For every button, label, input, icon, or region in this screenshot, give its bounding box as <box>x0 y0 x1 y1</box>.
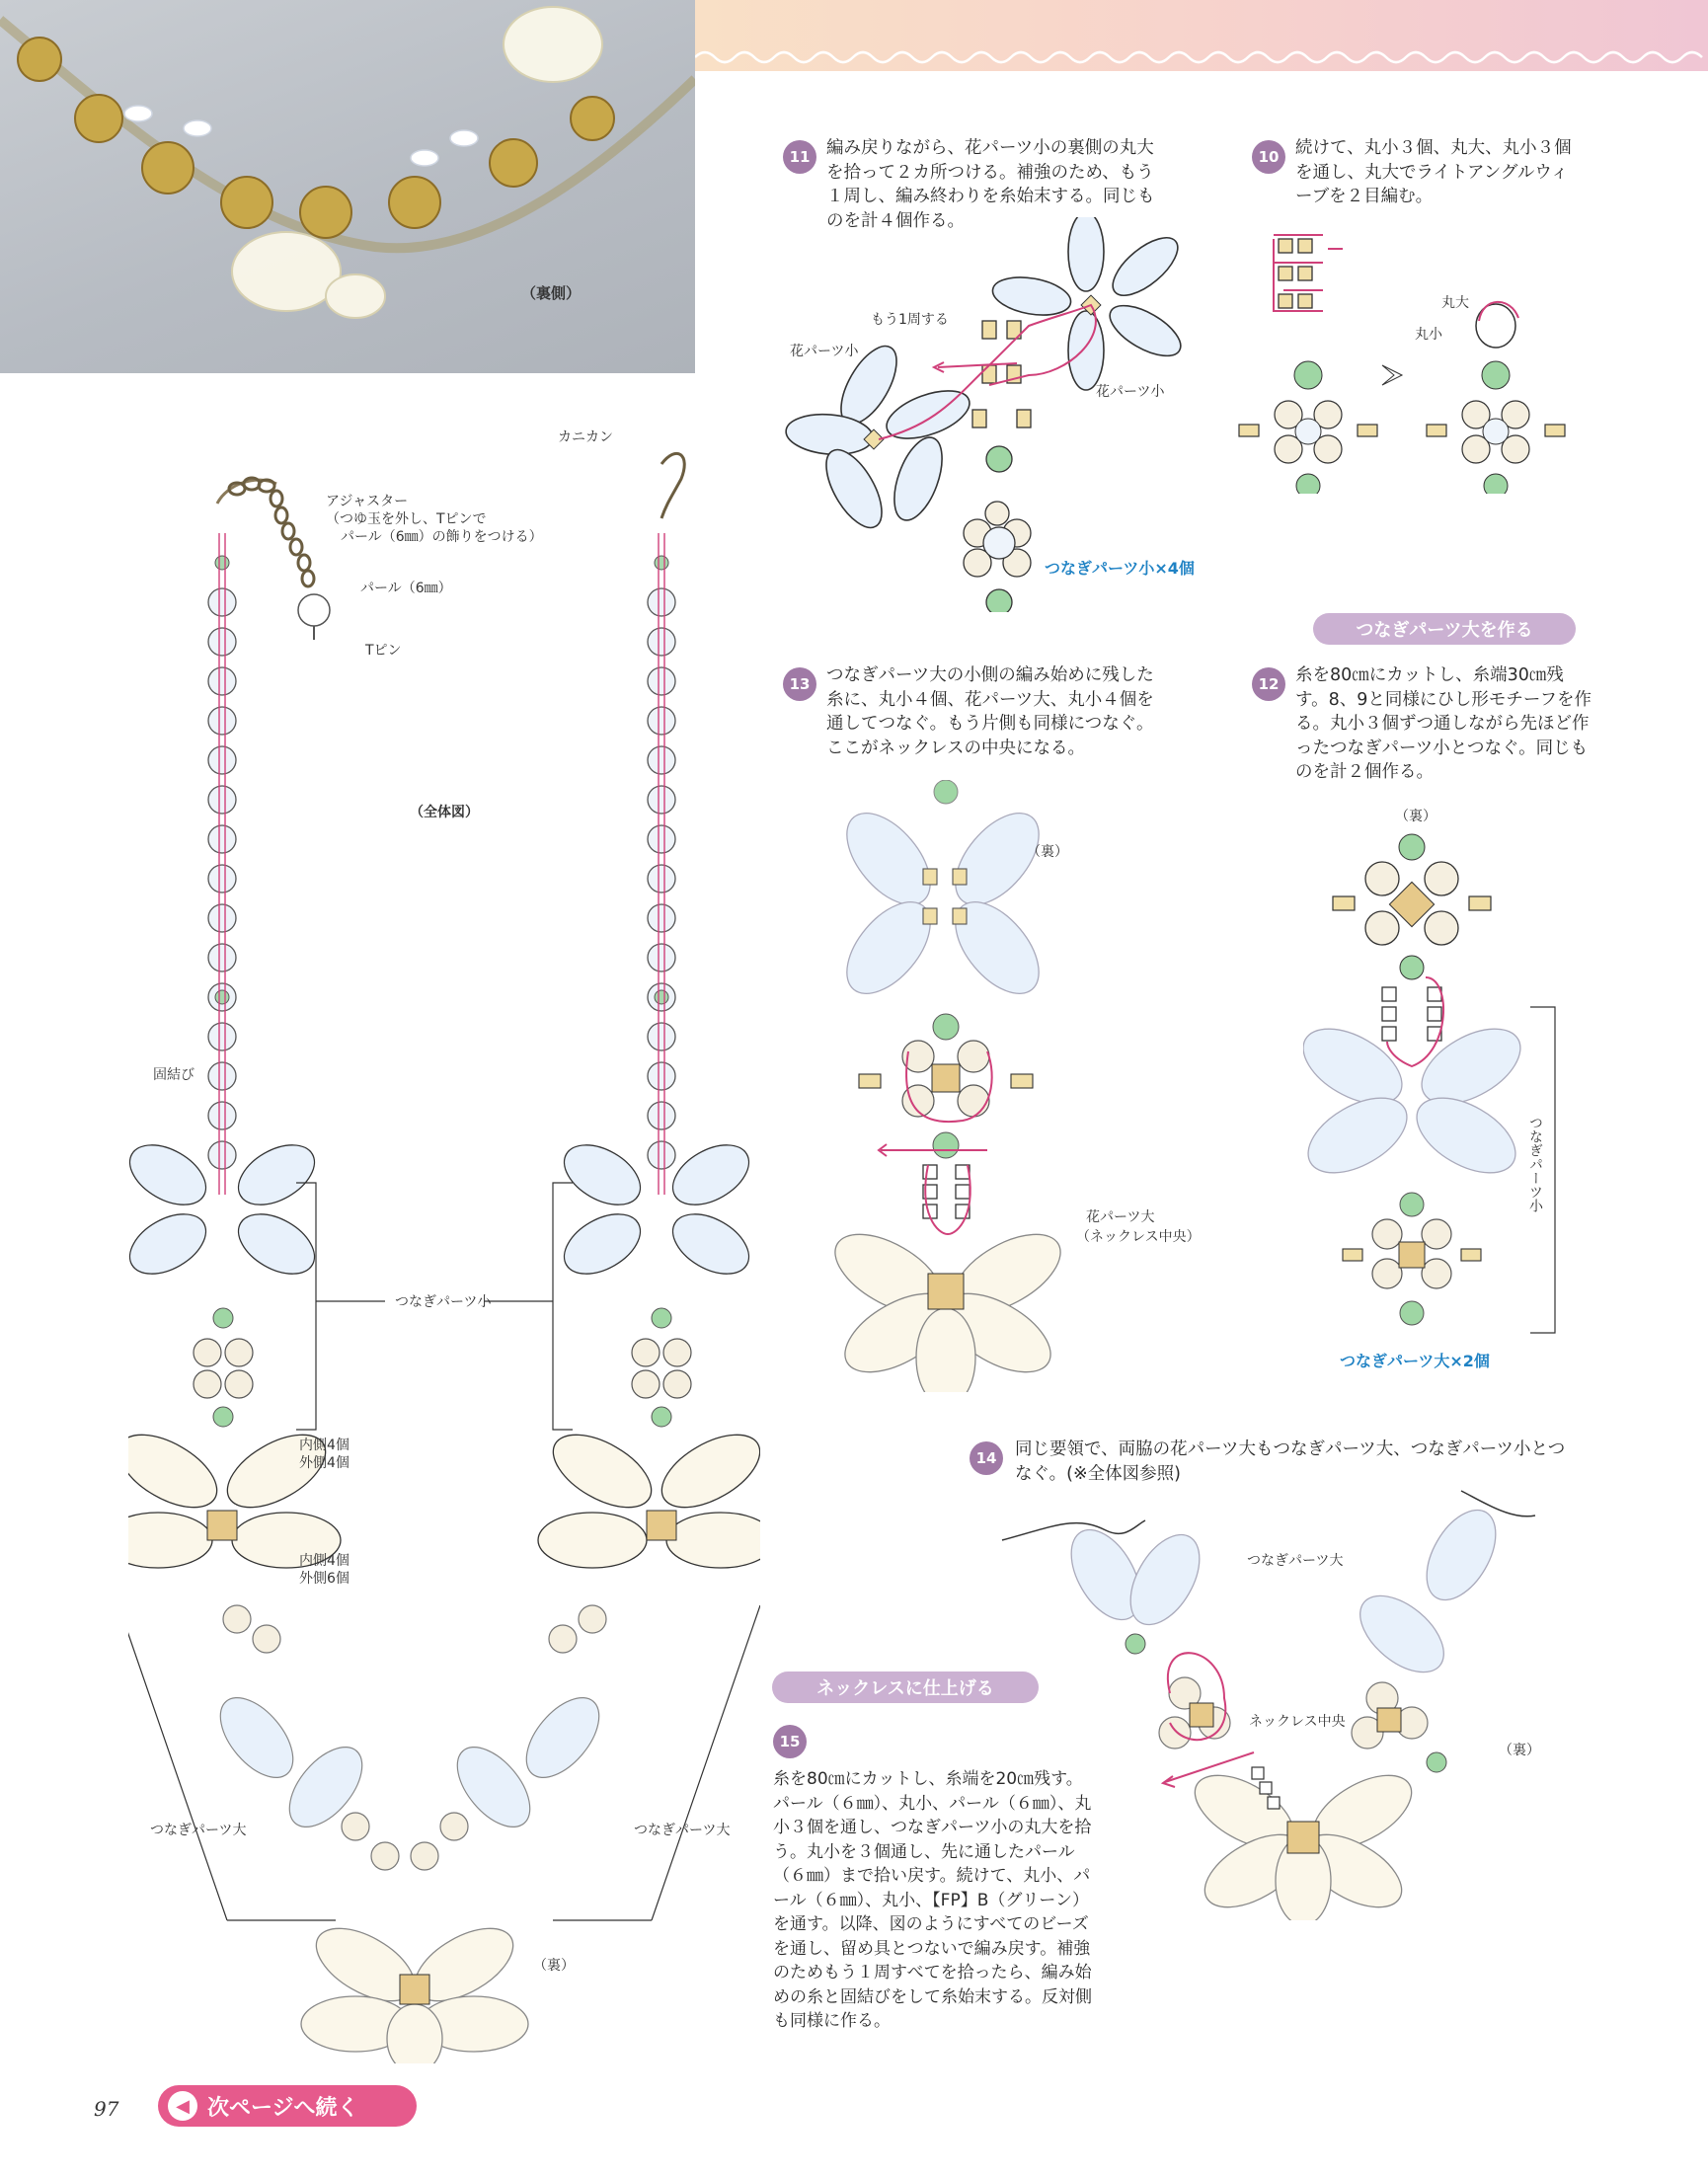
label-uchi4-b: 内側4個 <box>299 1553 349 1569</box>
label-adjuster: アジャスター <box>326 494 409 509</box>
label-uchi4-a: 内側4個 <box>299 1438 349 1453</box>
label-ura-13: （裏） <box>1027 844 1068 860</box>
page-number: 97 <box>94 2097 119 2121</box>
label-tsunagi-sho-main: つなぎパーツ小 <box>395 1294 492 1310</box>
step-12-diagram <box>1303 829 1560 1343</box>
label-soto4: 外側4個 <box>299 1455 349 1471</box>
label-hana-dai: 花パーツ大 <box>1086 1209 1155 1225</box>
label-tsunagi-sho-x4: つなぎパーツ小×4個 <box>1045 559 1195 578</box>
step-10-badge: 10 <box>1252 140 1285 174</box>
step-14-badge: 14 <box>970 1441 1003 1475</box>
label-hana-sho-right: 花パーツ小 <box>1096 384 1165 400</box>
step-15-text: 糸を80㎝にカットし、糸端を20㎝残す。パール（６㎜）、丸小、パール（６㎜）、丸小３個を通し、つなぎパーツ小の丸大を拾う。丸小を３個通し、先に通したパール（６㎜）まで拾い戻す。続けて、丸小、パール（６㎜）、丸小、【FP】B（グリーン）を通す。以降、図のようにすべてのビーズを通し、留め具とつないで編み戻す。補強のためもう１周すべてを拾ったら、編み始めの糸と固結びをして糸始末する。反対側も同様に作る。 <box>773 1769 1092 2031</box>
label-adjuster-note-2: パール（6㎜）の飾りをつける） <box>341 529 543 545</box>
full-necklace-diagram <box>128 425 760 2063</box>
step-11-text: 編み戻りながら、花パーツ小の裏側の丸大を拾って２カ所つける。補強のため、もう１周し、編み終わりを糸始末する。同じものを計４個作る。 <box>826 138 1155 231</box>
arrow-left-icon: ◀ <box>168 2091 197 2121</box>
label-tpin: Tピン <box>365 643 402 659</box>
step-12-badge: 12 <box>1252 667 1285 701</box>
step-10-diagram <box>1224 227 1609 494</box>
header-band <box>695 0 1708 83</box>
ribbon-necklace: ネックレスに仕上げる <box>772 1672 1039 1703</box>
label-ura-12: （裏） <box>1395 809 1436 824</box>
step-13-diagram <box>829 780 1076 1392</box>
step-13-text: つなぎパーツ大の小側の編み始めに残した糸に、丸小４個、花パーツ大、丸小４個を通してつなぐ。もう片側も同様につなぐ。ここがネックレスの中央になる。 <box>826 665 1154 758</box>
label-marusho: 丸小 <box>1415 327 1442 343</box>
label-hana-sho-left: 花パーツ小 <box>790 344 859 359</box>
label-necklace-chuo: ネックレス中央 <box>1249 1714 1346 1730</box>
label-mou1shu: もう1周する <box>871 312 949 328</box>
label-zentaizu: （全体図） <box>410 805 479 820</box>
step-11-badge: 11 <box>783 140 816 174</box>
label-tsunagi-dai-x2: つなぎパーツ大×2個 <box>1340 1352 1490 1370</box>
label-tsunagi-dai-left: つなぎパーツ大 <box>150 1823 247 1838</box>
label-katamusubi: 固結び <box>153 1067 194 1083</box>
step-14-text: 同じ要領で、両脇の花パーツ大もつなぎパーツ大、つなぎパーツ小とつなぐ。(※全体図参照) <box>1015 1439 1566 1484</box>
step-10-text: 続けて、丸小３個、丸大、丸小３個を通し、丸大でライトアングルウィーブを２目編む。 <box>1295 138 1572 206</box>
label-ura-main: （裏） <box>533 1958 575 1974</box>
label-adjuster-note-1: （つゆ玉を外し、Tピンで <box>326 511 487 527</box>
label-ura-14: （裏） <box>1499 1743 1540 1758</box>
label-marudai: 丸大 <box>1441 295 1469 311</box>
necklace-photo-illustration <box>0 0 695 373</box>
label-tsunagi-sho-vertical: つなぎパーツ小 <box>1527 1116 1543 1212</box>
label-necklace-chuo-paren: （ネックレス中央） <box>1076 1229 1201 1245</box>
label-pearl: パール（6㎜） <box>360 581 452 596</box>
label-soto6: 外側6個 <box>299 1571 349 1587</box>
product-photo <box>0 0 695 373</box>
step-11-diagram <box>770 217 1244 612</box>
step-13-badge: 13 <box>783 667 816 701</box>
label-tsunagi-dai-14: つなぎパーツ大 <box>1247 1553 1344 1569</box>
photo-caption: （裏側） <box>521 284 582 302</box>
ribbon-tsunagi-dai: つなぎパーツ大を作る <box>1313 613 1576 645</box>
step-15-badge: 15 <box>773 1725 807 1758</box>
next-page-button[interactable] <box>158 2085 417 2127</box>
step-12-text: 糸を80㎝にカットし、糸端30㎝残す。8、9と同様にひし形モチーフを作る。丸小３個ずつ通しながら先ほど作ったつなぎパーツ小とつなぐ。同じものを計２個作る。 <box>1295 665 1592 782</box>
label-kanikan: カニカン <box>558 429 613 445</box>
lace-border <box>695 0 1708 83</box>
next-page-label: 次ページへ続く <box>207 2095 359 2121</box>
label-tsunagi-dai-right: つなぎパーツ大 <box>634 1823 731 1838</box>
